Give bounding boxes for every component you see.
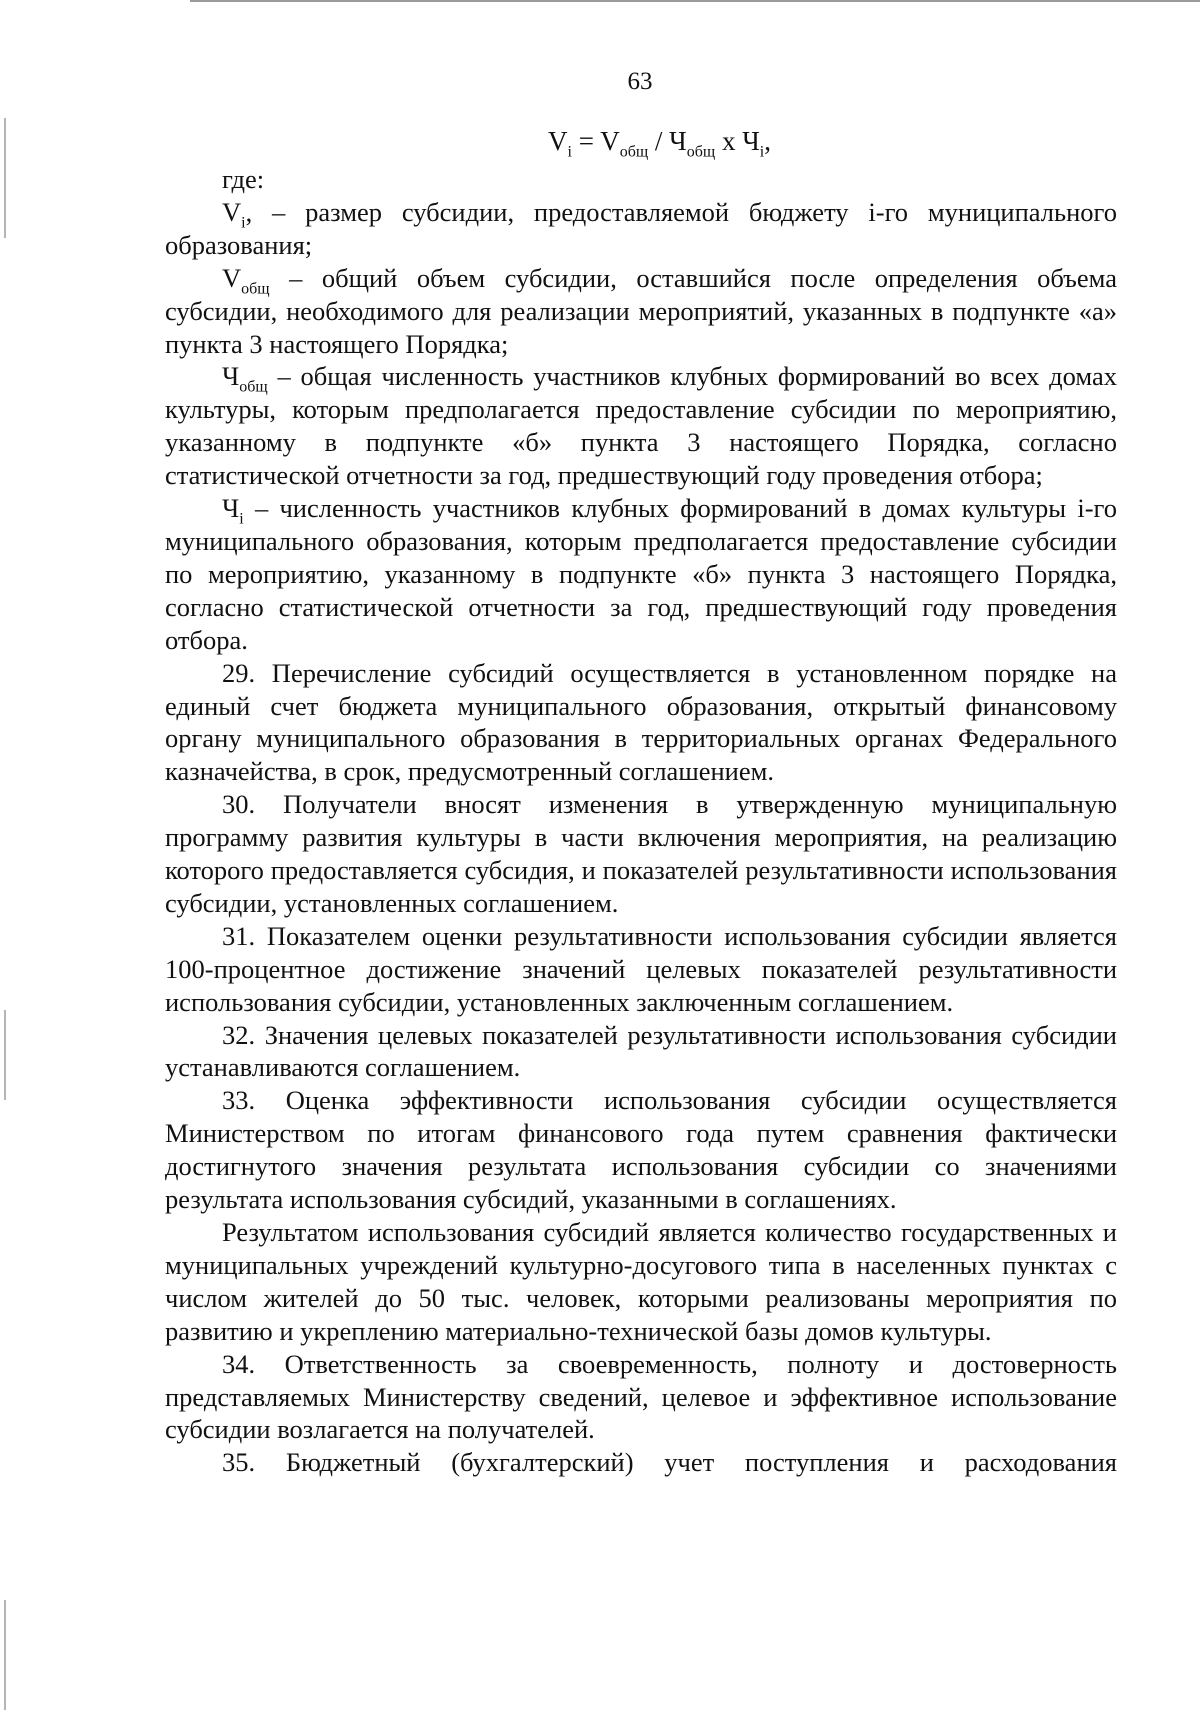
document-body [165, 163, 1117, 1479]
paragraph-30: 30. Получатели вносят изменения в утвержденную муниципальную программу развития культуры в части включения мероприятия, на реализацию которого предоставляется субсидия, и показателей результативности использования субсидии, установленных соглашением. [165, 789, 1117, 918]
paragraph-35: 35. Бюджетный (бухгалтерский) учет поступления и расходования [222, 1447, 1117, 1478]
scan-edge-left [4, 1010, 6, 1100]
paragraph-result: Результатом использования субсидий является количество государственных и муниципальных учреждений культурно-досугового типа в населенных пунктах с числом жителей до 50 тыс. человек, которыми реализованы мероприятия по развитию и укреплению материально-технической базы домов культуры. [165, 1217, 1117, 1346]
paragraph-32: 32. Значения целевых показателей результативности использования субсидии устанавливаются соглашением. [165, 1019, 1117, 1083]
paragraph-33: 33. Оценка эффективности использования субсидии осуществляется Министерством по итогам финансового года путем сравнения фактически достигнутого значения результата использования субсидии со значениями результата использования субсидий, указанными в соглашениях. [165, 1085, 1117, 1215]
scan-edge-left [4, 118, 6, 238]
paragraph-31: 31. Показателем оценки результативности использования субсидии является 100-процентное достижение значений целевых показателей результативности использования субсидии, установленных заключенным соглашением. [165, 920, 1117, 1017]
scan-edge-left [4, 1600, 6, 1710]
definition-vobsh: $V_{общ}$ – общий объем субсидии, оставшийся после определения объема субсидии, необходимого для реализации мероприятий, указанных в подпункте «а» пункта 3 настоящего Порядка; [165, 262, 1117, 359]
page-number: 63 [627, 68, 653, 95]
definition-vi: $V_i$, – размер субсидии, предоставляемой бюджету i-го муниципального образования; [165, 196, 1117, 260]
scan-edge-top [190, 0, 1200, 2]
formula: $V_i = V_{общ} / Ч_{общ}$ x $Ч_i$, [548, 126, 771, 161]
definition-chobsh: $Ч_{общ}$ – общая численность участников клубных формирований во всех домах культуры, которым предполагается предоставление субсидии по мероприятию, указанному в подпункте «б» пункта 3 настоящего Порядка, согласно статистической отчетности за год, предшествующий году проведения отбора; [165, 361, 1117, 491]
definition-chi: $Ч_i$ – численность участников клубных формирований в домах культуры i-го муниципального образования, которым предполагается предоставление субсидии по мероприятию, указанному в подпункте «б» пункта 3 настоящего Порядка, согласно статистической отчетности за год, предшествующий году проведения отбора. [165, 493, 1117, 655]
paragraph-29: 29. Перечисление субсидий осуществляется в установленном порядке на единый счет бюджета муниципального образования, открытый финансовому органу муниципального образования в территориальных органах Федерального казначейства, в срок, предусмотренный соглашением. [165, 657, 1117, 787]
where-label: где: [222, 164, 265, 194]
paragraph-34: 34. Ответственность за своевременность, полноту и достоверность представляемых Министерству сведений, целевое и эффективное использование субсидии возлагается на получателей. [165, 1348, 1117, 1445]
